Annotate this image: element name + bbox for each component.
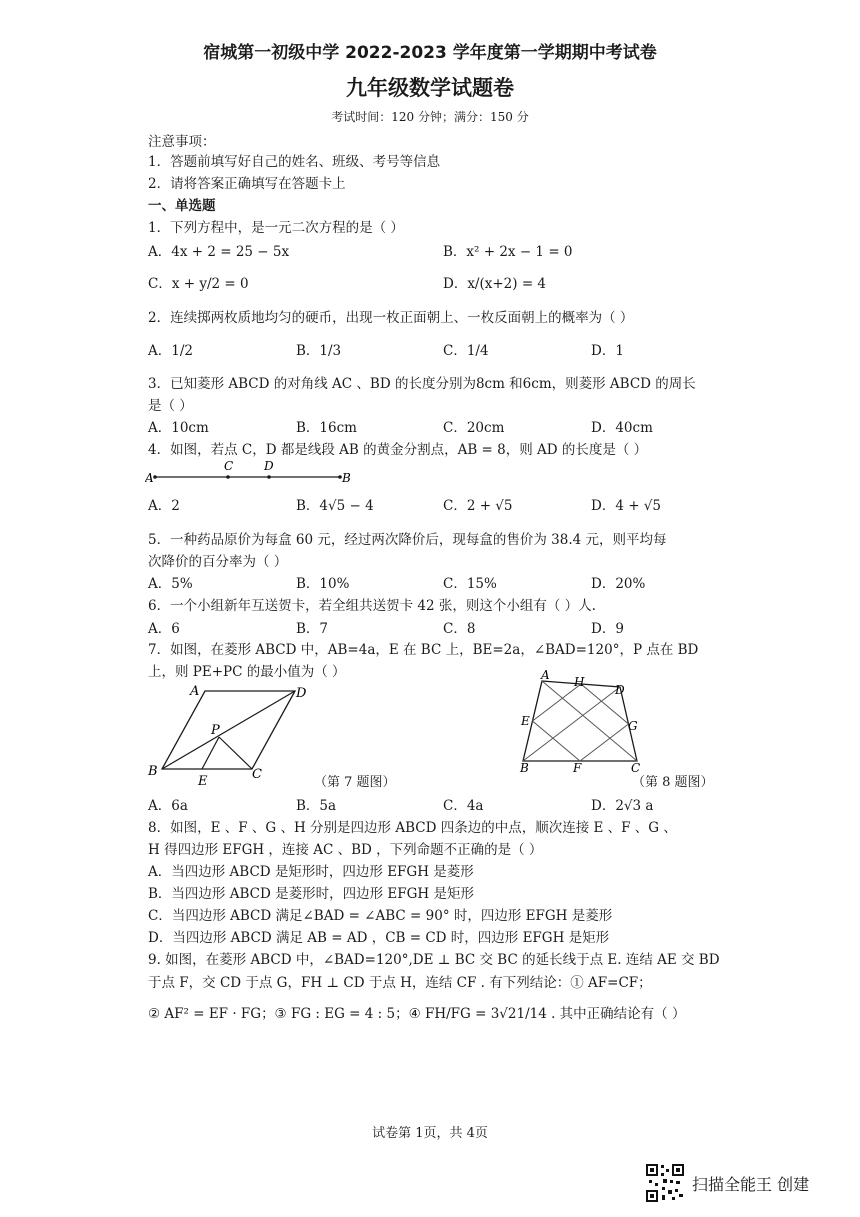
- q6-stem: 6．一个小组新年互送贺卡，若全组共送贺卡 42 张，则这个小组有（ ）人.: [148, 598, 596, 614]
- q7-option-d: D．2√3 a: [591, 798, 654, 814]
- q6-option-d: D．9: [591, 621, 624, 637]
- label-e: E: [521, 714, 530, 728]
- q3-stem-line1: 3．已知菱形 ABCD 的对角线 AC 、BD 的长度分别为8cm 和6cm，则菱形 ABCD 的周长: [148, 376, 696, 392]
- q2-option-d: D．1: [591, 343, 624, 359]
- q9-stem-line3: ② AF² = EF · FG；③ FG : EG = 4 : 5；④ FH/FG = 3√21/14 . 其中正确结论有（ ）: [148, 1006, 686, 1022]
- segment-pe: [202, 737, 219, 769]
- q8-stem-line2: H 得四边形 EFGH ，连接 AC 、BD ，下列命题不正确的是（ ）: [148, 842, 543, 858]
- exam-subtitle: 九年级数学试题卷: [346, 76, 514, 100]
- q3-option-a: A．10cm: [148, 420, 209, 436]
- q3-stem-line2: 是（ ）: [148, 398, 193, 414]
- q4-option-d: D．4 + √5: [591, 498, 661, 514]
- exam-title: 宿城第一初级中学 2022-2023 学年度第一学期期中考试卷: [203, 43, 657, 63]
- q1-option-a: A．4x + 2 = 25 − 5x: [148, 244, 290, 260]
- q4-option-b: B．4√5 − 4: [296, 498, 374, 514]
- label-g: G: [628, 719, 638, 733]
- label-b: B: [342, 471, 351, 485]
- q8-figure-caption: （第 8 题图）: [632, 775, 714, 790]
- label-c: C: [224, 459, 234, 473]
- label-d: D: [296, 686, 307, 701]
- label-e: E: [198, 774, 208, 789]
- label-d: D: [615, 683, 625, 697]
- q4-option-c: C．2 + √5: [443, 498, 513, 514]
- q1-option-d: D．x/(x+2) = 4: [443, 276, 547, 292]
- q6-option-c: C．8: [443, 621, 476, 637]
- q8-option-a: A．当四边形 ABCD 是矩形时，四边形 EFGH 是菱形: [148, 864, 474, 880]
- q2-stem: 2．连续掷两枚质地均匀的硬币，出现一枚正面朝上、一枚反面朝上的概率为（ ）: [148, 310, 634, 326]
- q5-stem-line2: 次降价的百分率为（ ）: [148, 554, 288, 570]
- q5-option-c: C．15%: [443, 576, 497, 592]
- q7-figure-caption: （第 7 题图）: [314, 775, 396, 790]
- q8-stem-line1: 8．如图，E 、F 、G 、H 分别是四边形 ABCD 四条边的中点，顺次连接 E 、F 、G 、: [148, 820, 677, 836]
- point-d: [267, 475, 271, 479]
- q1-option-c: C．x + y/2 = 0: [148, 276, 249, 292]
- segment-pc: [219, 737, 252, 769]
- notice-item-2: 2．请将答案正确填写在答题卡上: [148, 176, 346, 192]
- q9-stem-line2: 于点 F，交 CD 于点 G，FH ⊥ CD 于点 H，连结 CF . 有下列结论：① AF=CF；: [148, 975, 652, 991]
- q5-stem-line1: 5．一种药品原价为每盒 60 元，经过两次降价后，现每盒的售价为 38.4 元，则平均每: [148, 532, 667, 548]
- q8-option-b: B．当四边形 ABCD 是菱形时，四边形 EFGH 是矩形: [148, 886, 474, 902]
- q4-stem: 4．如图，若点 C，D 都是线段 AB 的黄金分割点，AB = 8，则 AD 的长度是（ ）: [148, 442, 648, 458]
- label-a: A: [145, 471, 154, 485]
- q5-option-b: B．10%: [296, 576, 350, 592]
- q1-stem: 1．下列方程中，是一元二次方程的是（ ）: [148, 220, 404, 236]
- q2-option-a: A．1/2: [148, 343, 193, 359]
- page-footer: 试卷第 1页，共 4页: [372, 1126, 488, 1141]
- q4-segment-figure: [145, 457, 355, 485]
- q5-option-d: D．20%: [591, 576, 646, 592]
- q8-option-d: D．当四边形 ABCD 满足 AB = AD ，CB = CD 时，四边形 EFGH 是矩形: [148, 930, 610, 946]
- label-b: B: [148, 764, 158, 779]
- label-h: H: [574, 675, 585, 689]
- q6-option-a: A．6: [148, 621, 180, 637]
- q3-option-b: B．16cm: [296, 420, 357, 436]
- notice-heading: 注意事项：: [148, 134, 216, 150]
- qr-code-icon: [645, 1163, 685, 1203]
- label-a: A: [190, 684, 200, 699]
- point-a: [153, 475, 157, 479]
- q8-quadrilateral-figure: [512, 667, 652, 777]
- q1-option-b: B．x² + 2x − 1 = 0: [443, 244, 573, 260]
- q8-option-c: C．当四边形 ABCD 满足∠BAD = ∠ABC = 90° 时，四边形 EFGH 是菱形: [148, 908, 613, 924]
- q7-stem-line2: 上，则 PE+PC 的最小值为（ ）: [148, 664, 346, 680]
- point-c: [226, 475, 230, 479]
- exam-info: 考试时间：120 分钟；满分：150 分: [331, 110, 529, 124]
- label-c: C: [631, 761, 641, 775]
- label-p: P: [211, 723, 220, 738]
- scanner-brand-label: 扫描全能王 创建: [692, 1175, 810, 1194]
- label-c: C: [252, 767, 262, 782]
- q3-option-d: D．40cm: [591, 420, 653, 436]
- q3-option-c: C．20cm: [443, 420, 505, 436]
- q7-option-b: B．5a: [296, 798, 337, 814]
- q2-option-b: B．1/3: [296, 343, 342, 359]
- diagonal-bd: [162, 691, 295, 769]
- q7-option-c: C．4a: [443, 798, 484, 814]
- notice-item-1: 1．答题前填写好自己的姓名、班级、考号等信息: [148, 154, 441, 170]
- q7-stem-line1: 7．如图，在菱形 ABCD 中，AB=4a，E 在 BC 上，BE=2a，∠BAD=120°，P 点在 BD: [148, 642, 699, 658]
- section-heading: 一、单选题: [148, 198, 216, 214]
- label-f: F: [573, 761, 582, 775]
- q7-option-a: A．6a: [148, 798, 188, 814]
- q5-option-a: A．5%: [148, 576, 193, 592]
- label-d: D: [264, 459, 274, 473]
- q9-stem-line1: 9. 如图，在菱形 ABCD 中，∠BAD=120°,DE ⊥ BC 交 BC 的延长线于点 E. 连结 AE 交 BD: [148, 952, 720, 968]
- q4-option-a: A．2: [148, 498, 180, 514]
- label-a: A: [541, 668, 550, 682]
- q7-rhombus-figure: [140, 683, 320, 789]
- label-b: B: [520, 761, 529, 775]
- q6-option-b: B．7: [296, 621, 329, 637]
- q2-option-c: C．1/4: [443, 343, 489, 359]
